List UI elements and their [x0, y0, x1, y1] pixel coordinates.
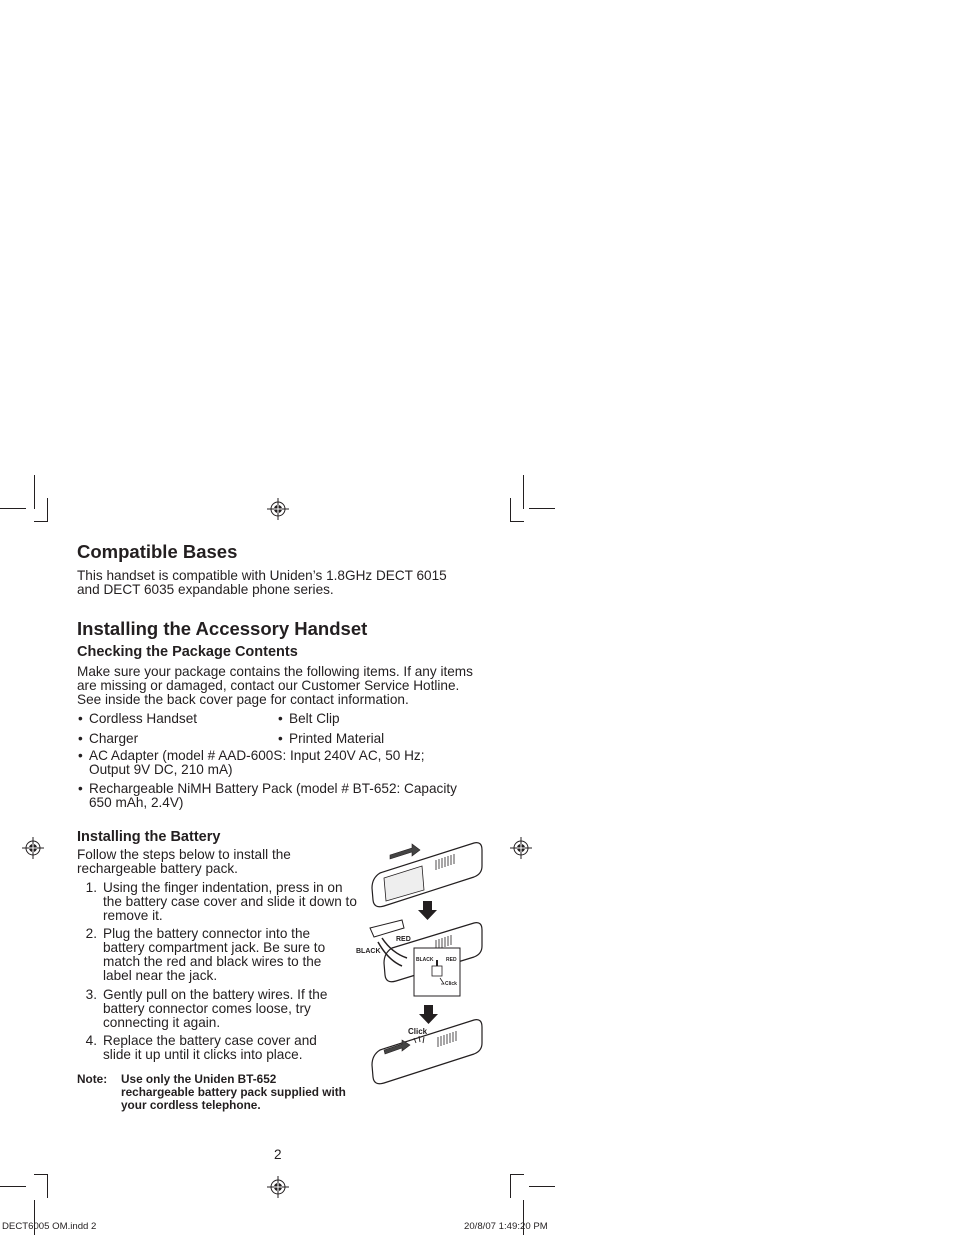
package-contents-intro: Make sure your package contains the following items. If any items are missing or damaged, contact our Customer Service Hotline. See inside the back cover page for contact information. — [77, 664, 473, 708]
footer-filename: DECT6005 OM.indd 2 — [2, 1221, 97, 1232]
page-number: 2 — [274, 1147, 282, 1162]
registration-mark-icon — [267, 1176, 289, 1198]
step-item: 4. Replace the battery case cover and slide it up until it clicks into place. — [85, 1033, 317, 1062]
label-red-small: RED — [446, 957, 457, 963]
label-black: BLACK — [356, 948, 381, 955]
package-contents-title: Checking the Package Contents — [77, 644, 298, 660]
step-item: 2. Plug the battery connector into the battery compartment jack. Be sure to match the red and black wires to the label near the jack. — [85, 926, 326, 983]
registration-mark-icon — [22, 837, 44, 859]
list-item: • Cordless Handset — [78, 711, 198, 726]
handset-step2-drawing — [356, 920, 482, 996]
registration-mark-icon — [267, 498, 289, 520]
arrow-down-icon — [418, 901, 437, 920]
arrow-down-icon — [419, 1005, 438, 1024]
list-item: • Belt Clip — [278, 711, 340, 726]
list-item: • Rechargeable NiMH Battery Pack (model # BT-652: Capacity 650 mAh, 2.4V) — [78, 781, 457, 811]
registration-mark-icon — [510, 837, 532, 859]
footer-timestamp: 20/8/07 1:49:20 PM — [464, 1221, 548, 1232]
handset-step1-drawing — [372, 843, 482, 907]
compatible-bases-title: Compatible Bases — [77, 541, 238, 562]
label-black-small: BLACK — [416, 957, 434, 963]
label-click: Click — [408, 1027, 428, 1036]
installing-battery-title: Installing the Battery — [77, 829, 221, 845]
label-click-small: Click — [445, 981, 457, 987]
installing-handset-title: Installing the Accessory Handset — [77, 618, 368, 639]
step-item: 3. Gently pull on the battery wires. If the battery connector comes loose, try connecting it again. — [85, 987, 328, 1030]
step-item: 1. Using the finger indentation, press in on the battery case cover and slide it down to remove it. — [85, 880, 357, 923]
battery-installation-illustration — [352, 838, 502, 1093]
list-item: • AC Adapter (model # AAD-600S: Input 240V AC, 50 Hz; Output 9V DC, 210 mA) — [78, 748, 425, 778]
installing-battery-intro: Follow the steps below to install the rechargeable battery pack. — [77, 847, 291, 877]
list-item: • Charger — [78, 731, 139, 746]
compatible-bases-text: This handset is compatible with Uniden’s 1.8GHz DECT 6015 and DECT 6035 expandable phone series. — [77, 568, 447, 598]
list-item: • Printed Material — [278, 731, 385, 746]
battery-note: Note: Use only the Uniden BT-652 rechargeable battery pack supplied with your cordless telephone. — [77, 1072, 346, 1112]
handset-step4-drawing — [372, 1020, 482, 1084]
label-red: RED — [396, 936, 411, 943]
